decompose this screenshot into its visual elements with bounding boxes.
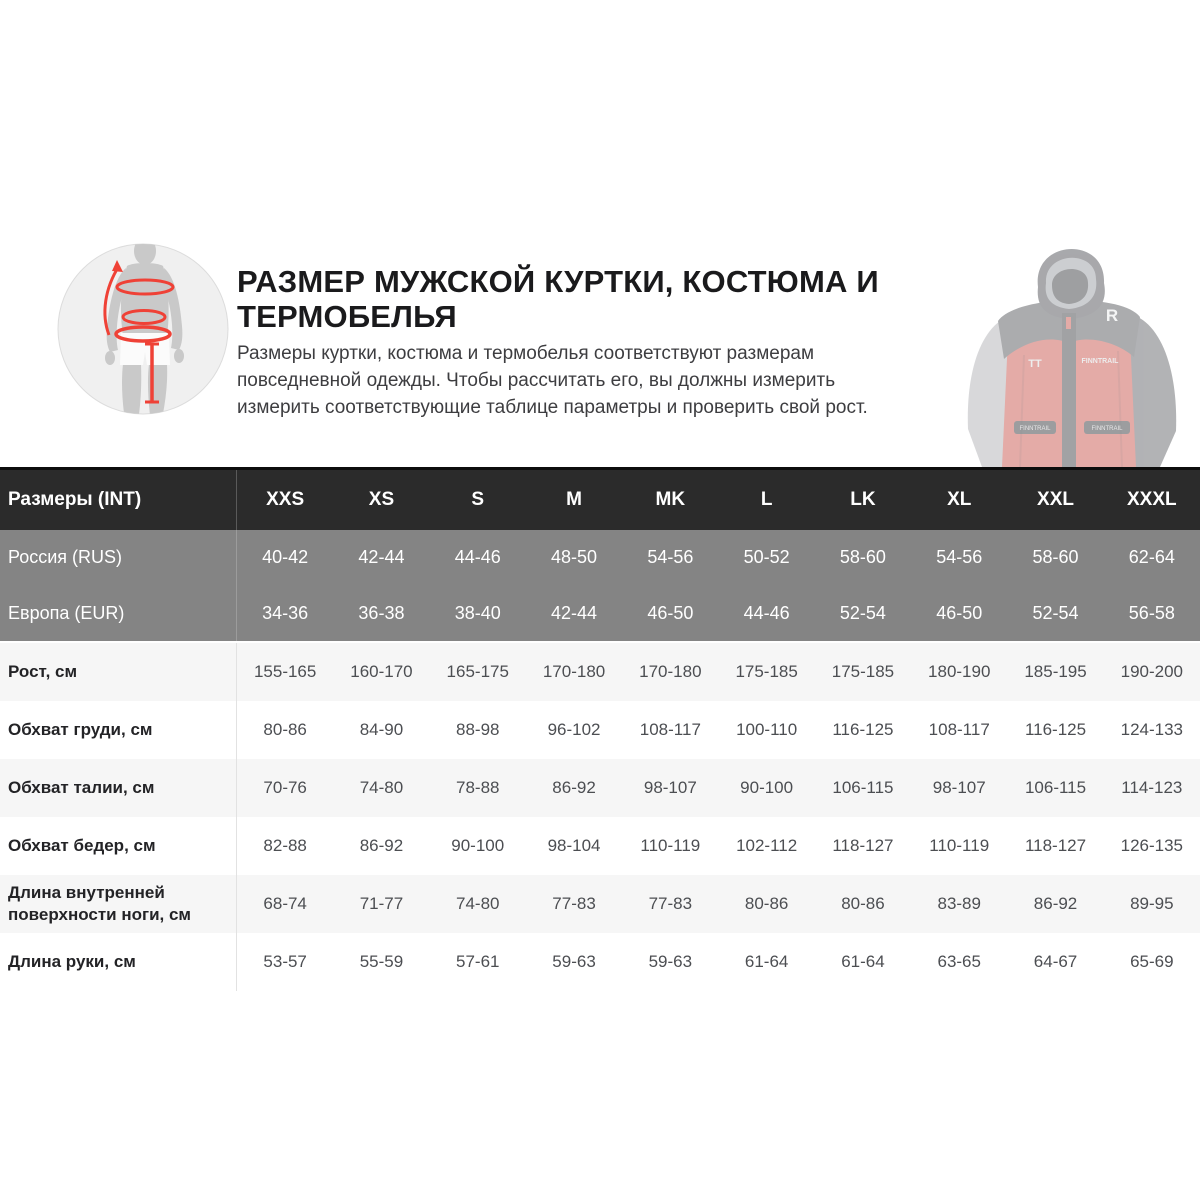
- column-header-cell: XL: [947, 489, 972, 510]
- value-cell: 116-125: [832, 720, 894, 739]
- value-cell: 55-59: [359, 952, 404, 971]
- value-cell: 80-86: [263, 720, 307, 739]
- size-table: [0, 467, 1200, 991]
- value-cell: 126-135: [1120, 836, 1184, 855]
- value-cell: 96-102: [547, 720, 601, 739]
- value-cell: 40-42: [262, 547, 309, 568]
- jacket-chest-right-label: FINNTRAIL: [1081, 358, 1119, 365]
- value-cell: 108-117: [928, 720, 990, 739]
- value-cell: 160-170: [350, 662, 413, 681]
- value-cell: 165-175: [446, 662, 509, 681]
- value-cell: 68-74: [263, 894, 307, 913]
- value-cell: 80-86: [744, 894, 789, 913]
- value-cell: 52-54: [1032, 602, 1079, 623]
- value-cell: 65-69: [1130, 952, 1174, 971]
- jacket-logo-r: R: [1105, 306, 1119, 325]
- value-cell: 46-50: [647, 602, 694, 623]
- value-cell: 180-190: [928, 662, 991, 681]
- value-cell: 58-60: [1032, 547, 1079, 568]
- column-header-cell: XXS: [266, 489, 305, 510]
- measurement-row: [0, 933, 1200, 991]
- value-cell: 77-83: [648, 894, 693, 913]
- body-measurement-diagram-svg: [57, 242, 229, 418]
- row-label-cell: Россия (RUS): [0, 530, 237, 586]
- measurement-row: [0, 875, 1200, 933]
- value-cell: 100-110: [736, 720, 798, 739]
- row-label-cell: Рост, см: [0, 643, 237, 701]
- value-cell: 118-127: [1024, 836, 1087, 855]
- value-cell: 74-80: [359, 778, 404, 797]
- column-header-cell: MK: [655, 489, 686, 510]
- value-cell: 102-112: [736, 836, 798, 855]
- value-cell: 63-65: [937, 952, 981, 971]
- value-cell: 70-76: [263, 778, 307, 797]
- row-label-cell: Длина руки, см: [0, 933, 237, 991]
- value-cell: 38-40: [454, 602, 501, 623]
- value-cell: 71-77: [359, 894, 404, 913]
- value-cell: 98-107: [932, 778, 986, 797]
- value-cell: 44-46: [743, 602, 790, 623]
- value-cell: 114-123: [1121, 778, 1183, 797]
- value-cell: 90-100: [451, 836, 505, 855]
- column-header-cell: S: [471, 489, 485, 510]
- row-label-cell: Обхват бедер, см: [0, 817, 237, 875]
- row-label-cell: Обхват груди, см: [0, 701, 237, 759]
- measurement-row: [0, 817, 1200, 875]
- value-cell: 42-44: [358, 547, 405, 568]
- jacket-pocket-left-label: FINNTRAIL: [1019, 426, 1051, 432]
- value-cell: 42-44: [551, 602, 598, 623]
- value-cell: 110-119: [640, 836, 701, 855]
- column-header-cell: L: [760, 489, 773, 510]
- value-cell: 57-61: [456, 952, 500, 971]
- value-cell: 88-98: [456, 720, 500, 739]
- value-cell: 48-50: [551, 547, 598, 568]
- value-cell: 54-56: [936, 547, 983, 568]
- value-cell: 98-107: [643, 778, 697, 797]
- row-label-cell: Длина внутренней поверхности ноги, см: [0, 875, 237, 933]
- value-cell: 110-119: [929, 836, 990, 855]
- value-cell: 80-86: [841, 894, 885, 913]
- value-cell: 84-90: [359, 720, 404, 739]
- value-cell: 46-50: [936, 602, 983, 623]
- region-size-row: [0, 530, 1200, 586]
- value-cell: 78-88: [456, 778, 500, 797]
- value-cell: 77-83: [552, 894, 596, 913]
- value-cell: 106-115: [1024, 778, 1087, 797]
- value-cell: 98-104: [547, 836, 601, 855]
- table-corner-header: Размеры (INT): [0, 470, 237, 530]
- jacket-pocket-right-label: FINNTRAIL: [1091, 426, 1123, 432]
- column-header-cell: LK: [850, 489, 876, 510]
- value-cell: 83-89: [937, 894, 981, 913]
- value-cell: 86-92: [552, 778, 596, 797]
- value-cell: 61-64: [744, 952, 789, 971]
- value-cell: 56-58: [1128, 602, 1175, 623]
- column-header-cell: XXL: [1037, 489, 1074, 510]
- value-cell: 82-88: [263, 836, 307, 855]
- column-header-cell: XXXL: [1127, 489, 1177, 510]
- measurement-rows: [0, 643, 1200, 991]
- value-cell: 50-52: [743, 547, 790, 568]
- measurement-row: [0, 759, 1200, 817]
- value-cell: 106-115: [832, 778, 894, 797]
- value-cell: 53-57: [263, 952, 307, 971]
- value-cell: 61-64: [841, 952, 885, 971]
- row-label-cell: Обхват талии, см: [0, 759, 237, 817]
- value-cell: 175-185: [735, 662, 798, 681]
- value-cell: 86-92: [1033, 894, 1078, 913]
- value-cell: 54-56: [647, 547, 694, 568]
- value-cell: 44-46: [454, 547, 501, 568]
- value-cell: 59-63: [552, 952, 596, 971]
- value-cell: 36-38: [358, 602, 405, 623]
- value-cell: 58-60: [839, 547, 886, 568]
- value-cell: 64-67: [1033, 952, 1078, 971]
- table-header-row: [0, 467, 1200, 530]
- body-measurement-diagram: [57, 242, 229, 418]
- value-cell: 170-180: [542, 662, 606, 681]
- value-cell: 52-54: [839, 602, 886, 623]
- column-header-cell: M: [566, 489, 582, 510]
- value-cell: 185-195: [1024, 662, 1087, 681]
- value-cell: 190-200: [1120, 662, 1184, 681]
- column-header-cell: XS: [368, 489, 395, 510]
- value-cell: 116-125: [1024, 720, 1087, 739]
- value-cell: 59-63: [648, 952, 693, 971]
- value-cell: 118-127: [832, 836, 894, 855]
- value-cell: 155-165: [253, 662, 317, 681]
- value-cell: 170-180: [639, 662, 702, 681]
- hooded-jacket-photo-svg: [938, 225, 1200, 467]
- region-size-row: [0, 586, 1200, 642]
- value-cell: 34-36: [262, 602, 309, 623]
- value-cell: 62-64: [1128, 547, 1175, 568]
- value-cell: 124-133: [1120, 720, 1184, 739]
- measurement-row: [0, 643, 1200, 701]
- value-cell: 86-92: [359, 836, 404, 855]
- page-description: Размеры куртки, костюма и термобелья соответствуют размерам повседневной одежды. Чтобы рассчитать его, вы должны измерить измерить соответствующие таблице параметры и проверить свой рост.: [237, 343, 868, 418]
- hooded-jacket-photo: [938, 225, 1200, 467]
- jacket-chest-left-label: TT: [1028, 358, 1042, 370]
- value-cell: 175-185: [831, 662, 895, 681]
- measurement-row: [0, 701, 1200, 759]
- value-cell: 74-80: [456, 894, 500, 913]
- value-cell: 108-117: [639, 720, 701, 739]
- value-cell: 89-95: [1130, 894, 1174, 913]
- row-label-cell: Европа (EUR): [0, 586, 237, 642]
- page-title: РАЗМЕР МУЖСКОЙ КУРТКИ, КОСТЮМА И ТЕРМОБЕЛЬЯ: [237, 263, 879, 335]
- value-cell: 90-100: [740, 778, 794, 797]
